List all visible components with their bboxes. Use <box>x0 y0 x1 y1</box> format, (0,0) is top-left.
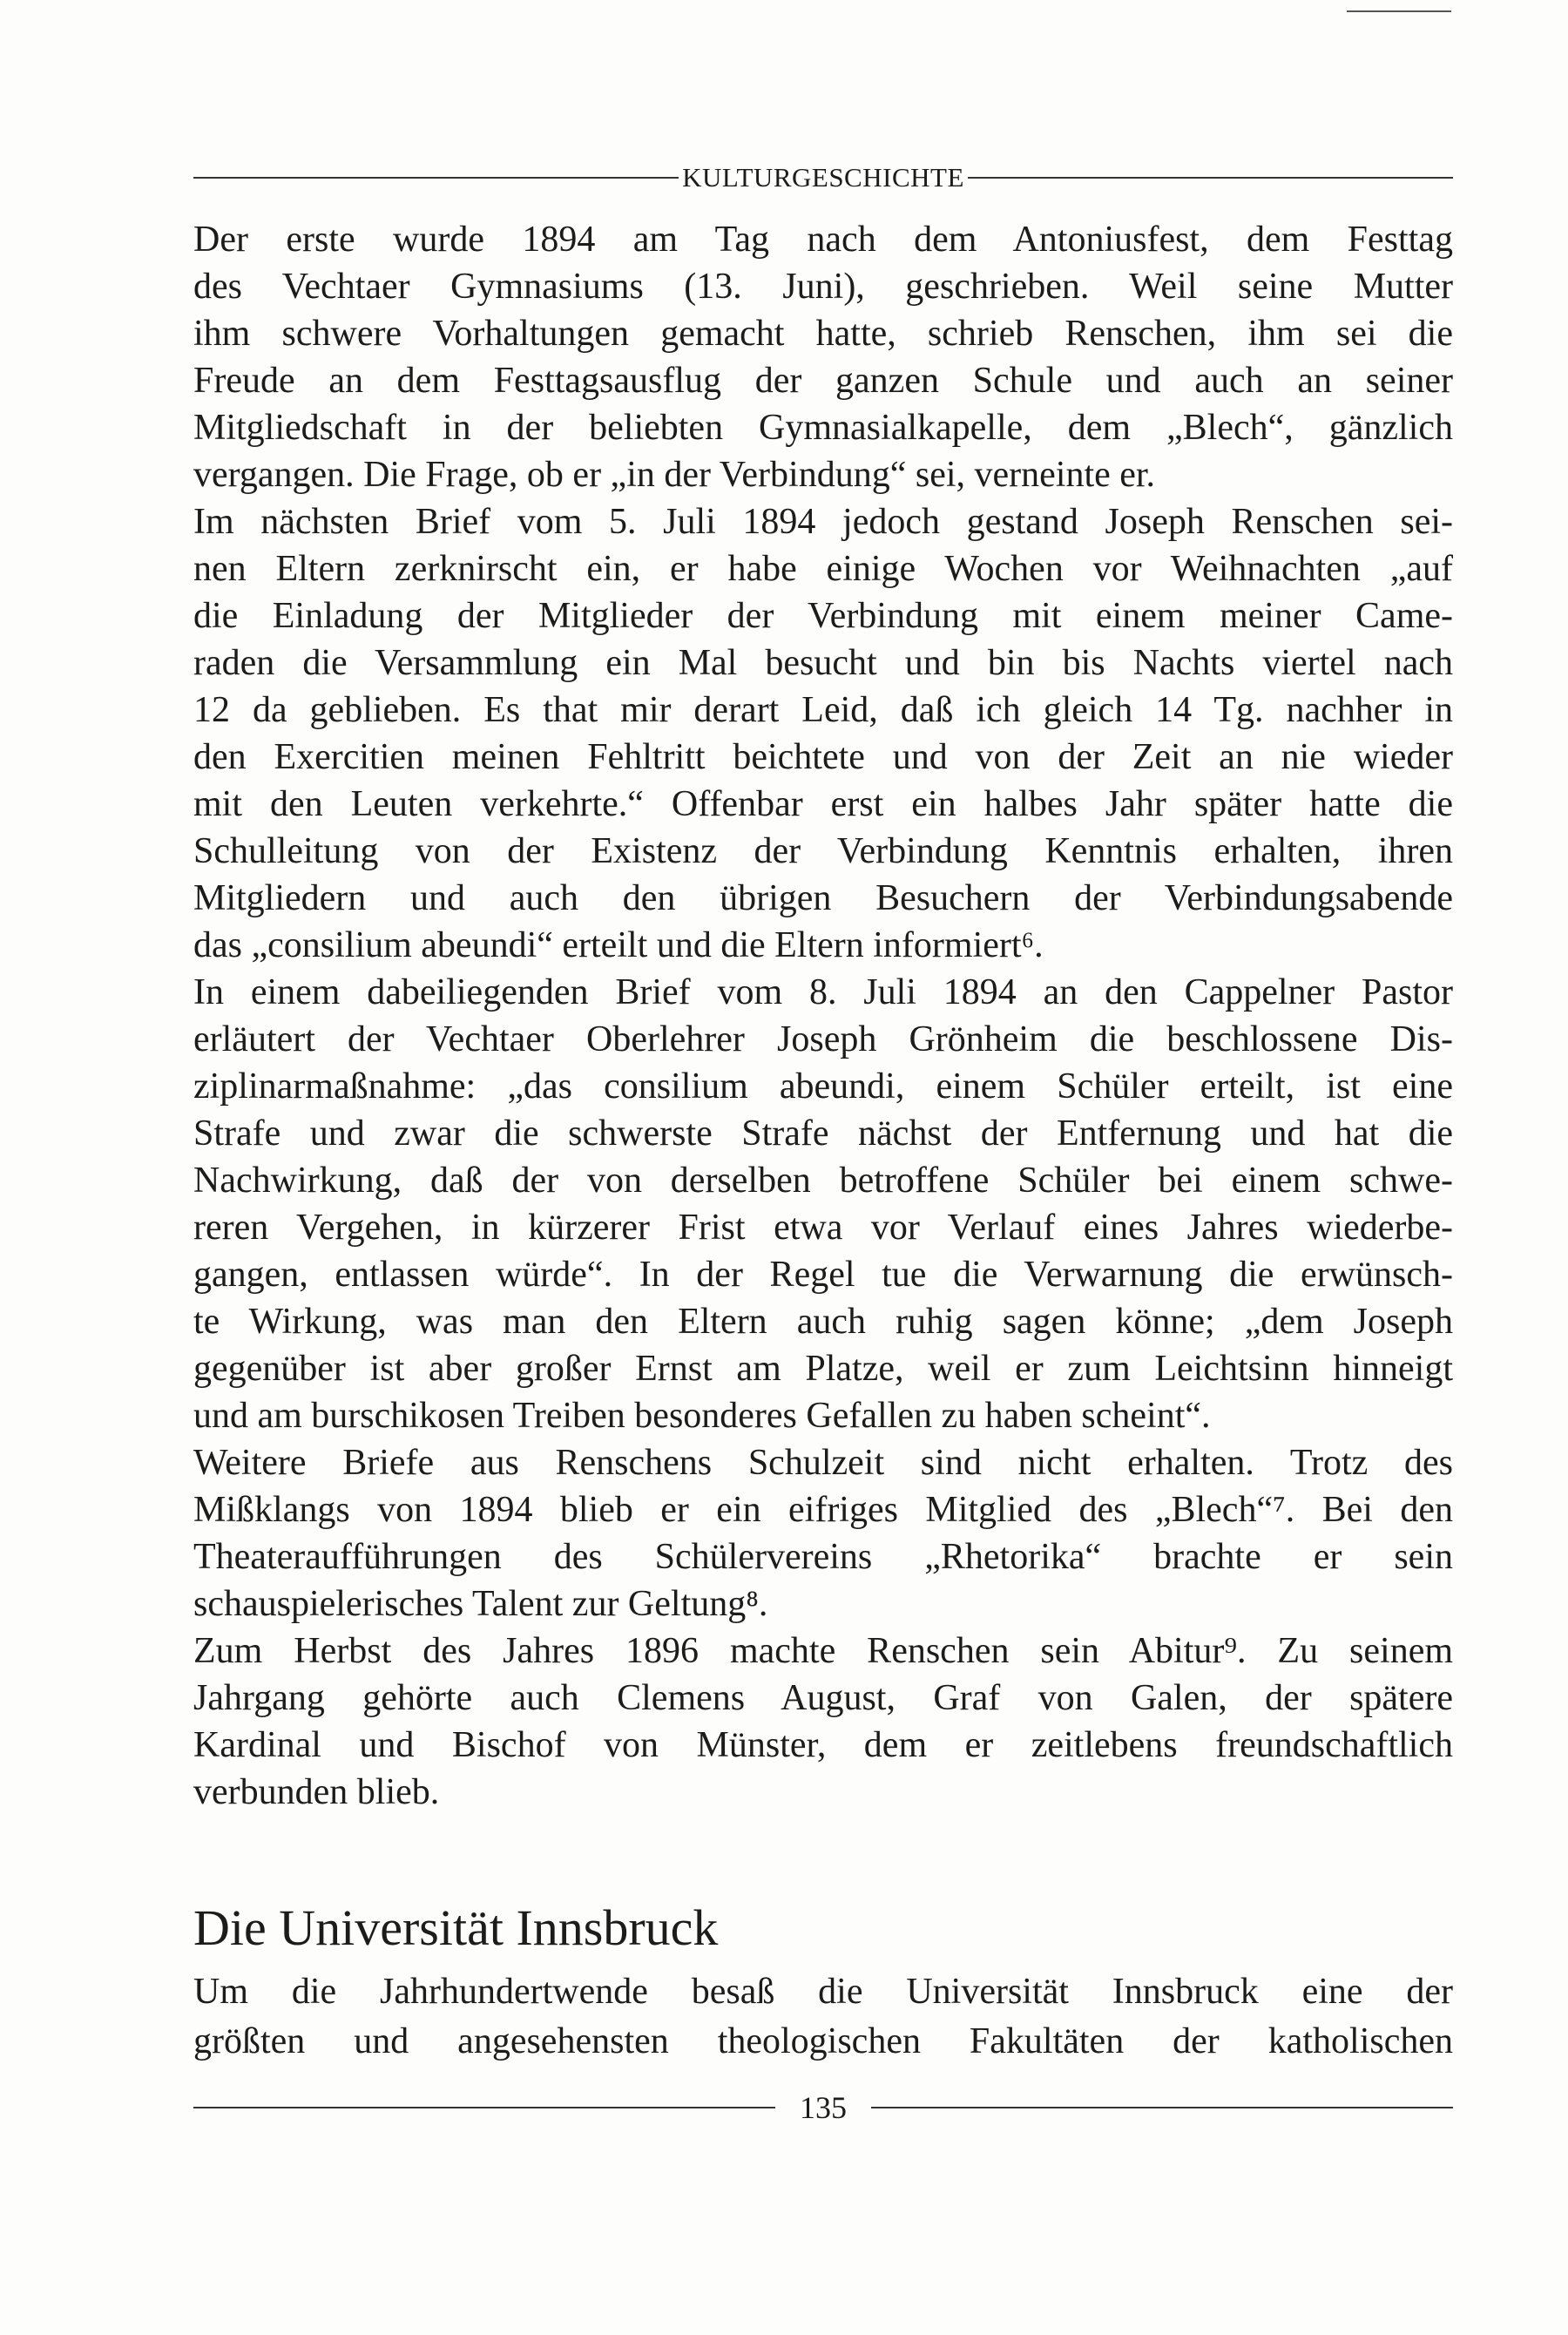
text-line: Zum Herbst des Jahres 1896 machte Renschen sein Abitur⁹. Zu seinem <box>193 1631 1453 1671</box>
text-line: ziplinarmaßnahme: „das consilium abeundi, einem Schüler erteilt, ist eine <box>193 1066 1453 1107</box>
header-rule-right <box>968 177 1453 179</box>
text-line: den Exercitien meinen Fehltritt beichtete und von der Zeit an nie wieder <box>193 737 1453 777</box>
text-line: Mitgliedern und auch den übrigen Besuchern der Verbindungsabende <box>193 878 1453 918</box>
section-heading: Die Universität Innsbruck <box>193 1899 719 1956</box>
page-footer <box>193 2089 1453 2126</box>
text-line: nen Eltern zerknirscht ein, er habe einige Wochen vor Weihnachten „auf <box>193 549 1453 589</box>
text-line: gangen, entlassen würde“. In der Regel tue die Verwarnung die erwünsch- <box>193 1255 1453 1295</box>
page-number: 135 <box>800 2090 847 2125</box>
footer-rule-right <box>871 2107 1453 2108</box>
text-line: schauspielerisches Talent zur Geltung⁸. <box>193 1584 768 1624</box>
text-line: Strafe und zwar die schwerste Strafe nächst der Entfernung und hat die <box>193 1113 1453 1154</box>
text-line: Weitere Briefe aus Renschens Schulzeit sind nicht erhalten. Trotz des <box>193 1443 1453 1483</box>
text-line: raden die Versammlung ein Mal besucht und bin bis Nachts viertel nach <box>193 643 1453 683</box>
paragraph <box>193 498 1453 969</box>
section-title: KULTURGESCHICHTE <box>682 162 964 193</box>
text-line: Mißklangs von 1894 blieb er ein eifriges Mitglied des „Blech“⁷. Bei den <box>193 1490 1453 1530</box>
text-line: Kardinal und Bischof von Münster, dem er zeitlebens freundschaftlich <box>193 1725 1453 1765</box>
paragraph <box>193 1628 1453 1816</box>
text-line: gegenüber ist aber großer Ernst am Platze, weil er zum Leichtsinn hinneigt <box>193 1349 1453 1389</box>
text-line: das „consilium abeundi“ erteilt und die Eltern informiert⁶. <box>193 925 1044 965</box>
text-line: und am burschikosen Treiben besonderes Gefallen zu haben scheint“. <box>193 1396 1211 1436</box>
running-header <box>193 162 1453 193</box>
text-line: verbunden blieb. <box>193 1772 440 1812</box>
paragraph <box>193 1439 1453 1628</box>
text-line: reren Vergehen, in kürzerer Frist etwa vor Verlauf eines Jahres wiederbe- <box>193 1208 1453 1248</box>
text-line: vergangen. Die Frage, ob er „in der Verbindung“ sei, verneinte er. <box>193 455 1156 495</box>
text-line: Im nächsten Brief vom 5. Juli 1894 jedoch gestand Joseph Renschen sei- <box>193 502 1453 542</box>
header-rule-left <box>193 177 679 179</box>
article-body <box>193 216 1453 1816</box>
text-line: Der erste wurde 1894 am Tag nach dem Antoniusfest, dem Festtag <box>193 220 1453 260</box>
text-line: 12 da geblieben. Es that mir derart Leid, daß ich gleich 14 Tg. nachher in <box>193 690 1453 730</box>
text-line: Freude an dem Festtagsausflug der ganzen Schule und auch an seiner <box>193 361 1453 401</box>
text-line: die Einladung der Mitglieder der Verbindung mit einem meiner Came- <box>193 596 1453 636</box>
paragraph <box>193 216 1453 498</box>
text-line: mit den Leuten verkehrte.“ Offenbar erst ein halbes Jahr später hatte die <box>193 784 1453 824</box>
top-edge-rule <box>1347 10 1451 12</box>
footer-rule-left <box>193 2107 775 2108</box>
text-line: ihm schwere Vorhaltungen gemacht hatte, schrieb Renschen, ihm sei die <box>193 314 1453 354</box>
text-line: Um die Jahrhundertwende besaß die Universität Innsbruck eine der <box>193 1972 1453 2012</box>
text-line: größten und angesehensten theologischen Fakultäten der katholischen <box>193 2021 1453 2061</box>
paragraph <box>193 969 1453 1439</box>
section-body <box>193 1967 1453 2067</box>
text-line: Nachwirkung, daß der von derselben betroffene Schüler bei einem schwe- <box>193 1161 1453 1201</box>
text-line: te Wirkung, was man den Eltern auch ruhig sagen könne; „dem Joseph <box>193 1302 1453 1342</box>
text-line: In einem dabeiliegenden Brief vom 8. Juli 1894 an den Cappelner Pastor <box>193 972 1453 1012</box>
text-line: erläutert der Vechtaer Oberlehrer Joseph Grönheim die beschlossene Dis- <box>193 1019 1453 1059</box>
text-line: des Vechtaer Gymnasiums (13. Juni), geschrieben. Weil seine Mutter <box>193 267 1453 307</box>
text-line: Theateraufführungen des Schülervereins „Rhetorika“ brachte er sein <box>193 1537 1453 1577</box>
text-line: Schulleitung von der Existenz der Verbindung Kenntnis erhalten, ihren <box>193 831 1453 871</box>
text-line: Mitgliedschaft in der beliebten Gymnasialkapelle, dem „Blech“, gänzlich <box>193 408 1453 448</box>
text-line: Jahrgang gehörte auch Clemens August, Graf von Galen, der spätere <box>193 1678 1453 1718</box>
